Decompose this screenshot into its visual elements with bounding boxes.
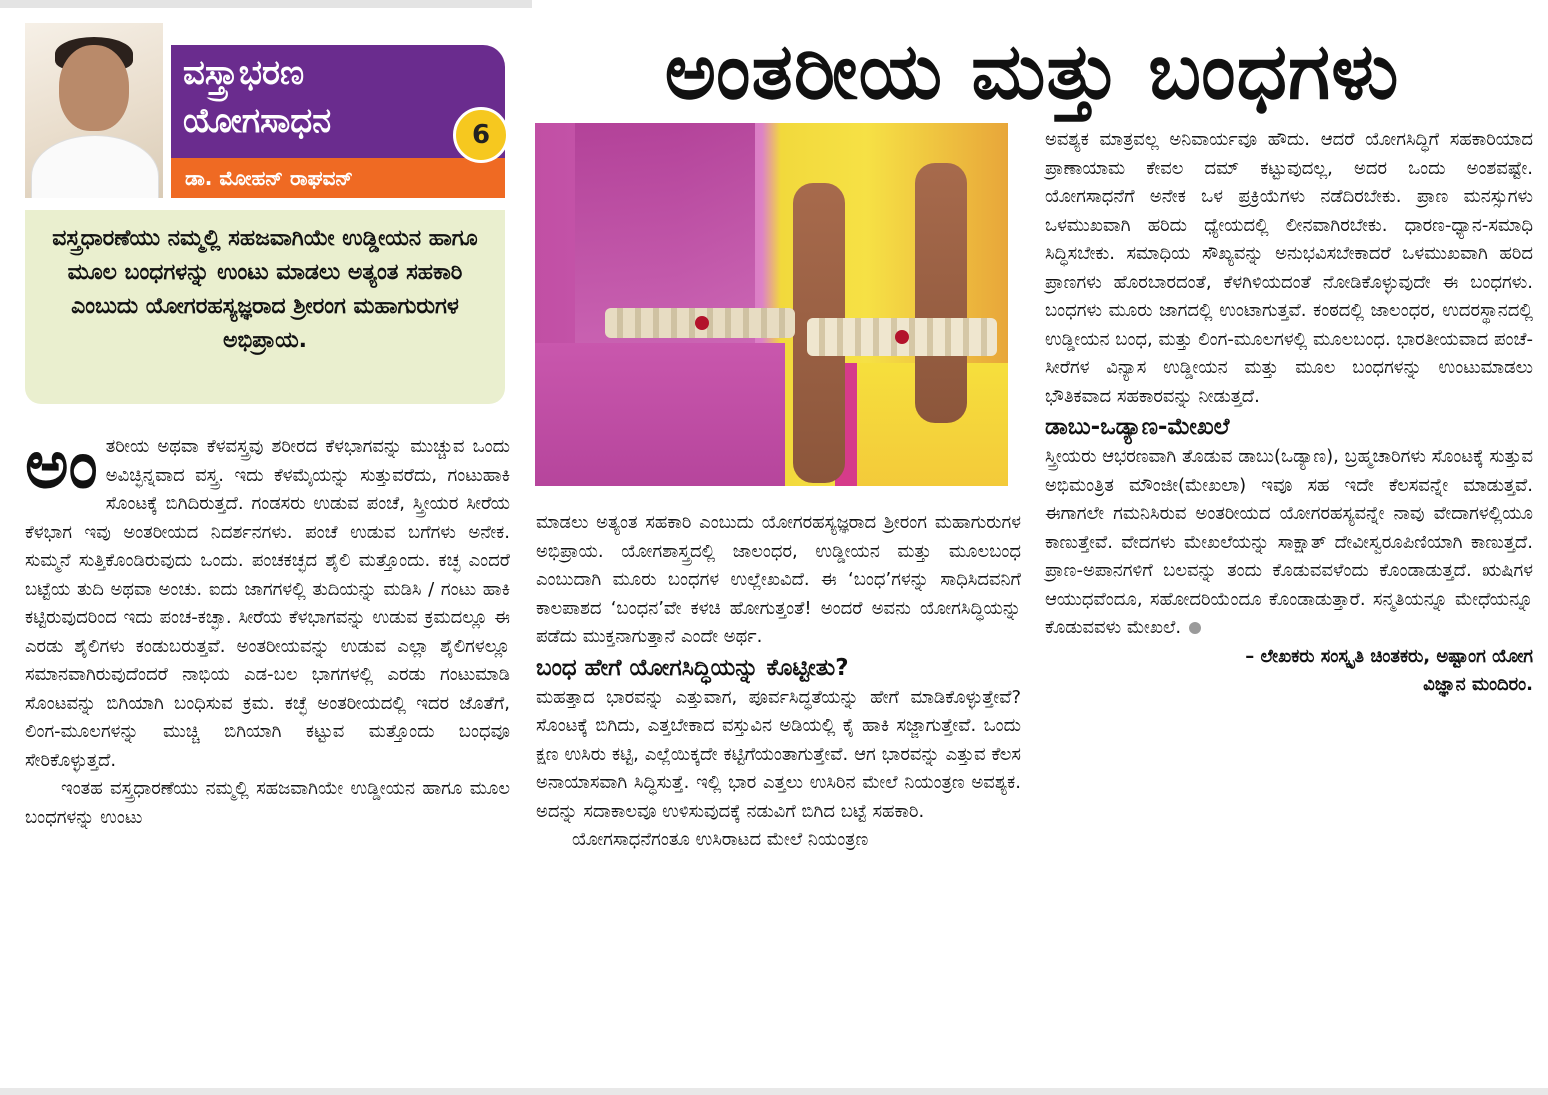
series-number-badge: 6 <box>453 107 509 163</box>
article-paragraph <box>1045 443 1533 643</box>
author-byline-line1: – ಲೇಖಕರು ಸಂಸ್ಕೃತಿ ಚಿಂತಕರು, ಅಷ್ಟಾಂಗ ಯೋಗ <box>1245 645 1533 667</box>
paragraph-text: ತರೀಯ ಅಥವಾ ಕೆಳವಸ್ತ್ರವು ಶರೀರದ ಕೆಳಭಾಗವನ್ನು ಮುಚ್ಚುವ ಒಂದು ಅವಿಚ್ಛಿನ್ನವಾದ ವಸ್ತ್ರ. ಇದು ಕೆಳಮೈಯನ್ನು ಸುತ್ತುವರೆದು, ಗಂಟುಹಾಕಿ ಸೊಂಟಕ್ಕೆ ಬಿಗಿದಿರುತ್ತದೆ. ಗಂಡಸರು ಉಡುವ ಪಂಚೆ, ಸ್ತ್ರೀಯರ ಸೀರೆಯ ಕೆಳಭಾಗ ಇವು ಅಂತರೀಯದ ನಿದರ್ಶನಗಳು. ಪಂಚೆ ಉಡುವ ಬಗೆಗಳು ಅನೇಕ. ಸುಮ್ಮನೆ ಸುತ್ತಿಕೊಂಡಿರುವುದು ಒಂದು. ಪಂಚಕಚ್ಛದ ಶೈಲಿ ಮತ್ತೊಂದು. ಕಚ್ಛ ಎಂದರೆ ಬಟ್ಟೆಯ ತುದಿ ಅಥವಾ ಅಂಚು. ಐದು ಜಾಗಗಳಲ್ಲಿ ತುದಿಯನ್ನು ಮಡಿಸಿ / ಗಂಟು ಹಾಕಿ ಕಟ್ಟಿರುವುದರಿಂದ ಇದು ಪಂಚ-ಕಚ್ಛಾ. ಸೀರೆಯ ಕೆಳಭಾಗವನ್ನು ಉಡುವ ಕ್ರಮದಲ್ಲೂ ಈ ಎರಡು ಶೈಲಿಗಳು ಕಂಡುಬರುತ್ತವೆ. ಅಂತರೀಯವನ್ನು ಉಡುವ ಎಲ್ಲಾ ಶೈಲಿಗಳಲ್ಲೂ ಸಮಾನವಾಗಿರುವುದೆಂದರೆ ನಾಭಿಯ ಎಡ-ಬಲ ಭಾಗಗಳಲ್ಲಿ ಎರಡು ಗಂಟುಮಾಡಿ ಸೊಂಟವನ್ನು ಬಿಗಿಯಾಗಿ ಬಂಧಿಸುವ ಕ್ರಮ. ಕಚ್ಛೆ ಅಂತರೀಯದಲ್ಲಿ ಇದರ ಜೊತೆಗೆ, ಲಿಂಗ-ಮೂಲಗಳನ್ನು ಮುಚ್ಚಿ ಬಿಗಿಯಾಗಿ ಕಟ್ಟುವ ಮತ್ತೊಂದು ಬಂಧವೂ ಸೇರಿಕೊಳ್ಳುತ್ತದೆ. <box>25 436 510 771</box>
photo-skirt-left <box>535 343 785 486</box>
article-column-3 <box>1045 126 1533 700</box>
drop-cap: ಅಂ <box>25 426 98 503</box>
article-paragraph: ಮಹತ್ತಾದ ಭಾರವನ್ನು ಎತ್ತುವಾಗ, ಪೂರ್ವಸಿದ್ಧತೆಯನ್ನು ಹೇಗೆ ಮಾಡಿಕೊಳ್ಳುತ್ತೇವೆ? ಸೊಂಟಕ್ಕೆ ಬಿಗಿದು, ಎತ್ತಬೇಕಾದ ವಸ್ತುವಿನ ಅಡಿಯಲ್ಲಿ ಕೈ ಹಾಕಿ ಸಜ್ಜಾಗುತ್ತೇವೆ. ಒಂದು ಕ್ಷಣ ಉಸಿರು ಕಟ್ಟಿ, ಎಲ್ಲೆಯಿಕ್ಕದೇ ಕಟ್ಟಿಗೆಯಂತಾಗುತ್ತೇವೆ. ಆಗ ಭಾರವನ್ನು ಎತ್ತುವ ಕೆಲಸ ಅನಾಯಾಸವಾಗಿ ಸಿದ್ಧಿಸುತ್ತೆ. ಇಲ್ಲಿ ಭಾರ ಎತ್ತಲು ಉಸಿರಿನ ಮೇಲೆ ನಿಯಂತ್ರಣ ಅವಶ್ಯಕ. ಅದನ್ನು ಸದಾಕಾಲವೂ ಉಳಿಸುವುದಕ್ಕೆ ನಡುವಿಗೆ ಬಿಗಿದ ಬಟ್ಟೆ ಸಹಕಾರಿ. <box>536 686 1021 822</box>
article-paragraph <box>25 426 510 775</box>
article-column-2 <box>536 509 1021 855</box>
subheading: ಬಂಧ ಹೇಗೆ ಯೋಗಸಿದ್ಧಿಯನ್ನು ಕೊಟ್ಟೀತು? <box>536 654 849 681</box>
article-column-1 <box>25 426 510 832</box>
intro-text: ವಸ್ತ್ರಧಾರಣೆಯು ನಮ್ಮಲ್ಲಿ ಸಹಜವಾಗಿಯೇ ಉಡ್ಡೀಯನ ಹಾಗೂ ಮೂಲ ಬಂಧಗಳನ್ನು ಉಂಟು ಮಾಡಲು ಅತ್ಯಂತ ಸಹಕಾರಿ ಎಂಬುದು ಯೋಗರಹಸ್ಯಜ್ಞರಾದ ಶ್ರೀರಂಗ ಮಹಾಗುರುಗಳ ಅಭಿಪ್ರಾಯ. <box>52 226 478 353</box>
article-photo <box>535 123 1008 486</box>
author-name: ಡಾ. ಮೋಹನ್ ರಾಘವನ್ <box>185 166 354 190</box>
photo-arm-right <box>915 163 967 423</box>
photo-belt-gem <box>695 316 709 330</box>
end-mark-icon <box>1189 622 1201 634</box>
article-paragraph: ಮಾಡಲು ಅತ್ಯಂತ ಸಹಕಾರಿ ಎಂಬುದು ಯೋಗರಹಸ್ಯಜ್ಞರಾದ ಶ್ರೀರಂಗ ಮಹಾಗುರುಗಳ ಅಭಿಪ್ರಾಯ. ಯೋಗಶಾಸ್ತ್ರದಲ್ಲಿ ಜಾಲಂಧರ, ಉಡ್ಡೀಯನ ಮತ್ತು ಮೂಲಬಂಧ ಎಂಬುದಾಗಿ ಮೂರು ಬಂಧಗಳ ಉಲ್ಲೇಖವಿದೆ. ಈ ‘ಬಂಧ’ಗಳನ್ನು ಸಾಧಿಸಿದವನಿಗೆ ಕಾಲಪಾಶದ ‘ಬಂಧನ’ವೇ ಕಳಚಿ ಹೋಗುತ್ತಂತೆ! ಅಂದರೆ ಅವನು ಯೋಗಸಿದ್ಧಿಯನ್ನು ಪಡೆದು ಮುಕ್ತನಾಗುತ್ತಾನೆ ಎಂದೇ ಅರ್ಥ. <box>536 512 1021 647</box>
author-photo <box>25 23 163 198</box>
author-face <box>59 45 129 131</box>
article-paragraph: ಅವಶ್ಯಕ ಮಾತ್ರವಲ್ಲ ಅನಿವಾರ್ಯವೂ ಹೌದು. ಆದರೆ ಯೋಗಸಿದ್ಧಿಗೆ ಸಹಕಾರಿಯಾದ ಪ್ರಾಣಾಯಾಮ ಕೇವಲ ದಮ್ ಕಟ್ಟುವುದಲ್ಲ, ಅದರ ಒಂದು ಅಂಶವಷ್ಟೇ. ಯೋಗಸಾಧನೆಗೆ ಅನೇಕ ಒಳ ಪ್ರಕ್ರಿಯೆಗಳು ನಡೆದಿರಬೇಕು. ಪ್ರಾಣ ಮನಸ್ಸುಗಳು ಒಳಮುಖವಾಗಿ ಹರಿದು ಧ್ಯೇಯದಲ್ಲಿ ಲೀನವಾಗಿರಬೇಕು. ಧಾರಣ-ಧ್ಯಾನ-ಸಮಾಧಿ ಸಿದ್ಧಿಸಬೇಕು. ಸಮಾಧಿಯ ಸೌಖ್ಯವನ್ನು ಅನುಭವಿಸಬೇಕಾದರೆ ಒಳಮುಖವಾಗಿ ಹರಿದ ಪ್ರಾಣಗಳು ಹೊರಬಾರದಂತೆ, ಕೆಳಗಿಳಿಯದಂತೆ ನೋಡಿಕೊಳ್ಳುವುದೇ ಈ ಬಂಧಗಳು. ಬಂಧಗಳು ಮೂರು ಜಾಗದಲ್ಲಿ ಉಂಟಾಗುತ್ತವೆ. ಕಂಠದಲ್ಲಿ ಜಾಲಂಧರ, ಉದರಸ್ಥಾನದಲ್ಲಿ ಉಡ್ಡೀಯನ ಬಂಧ, ಮತ್ತು ಲಿಂಗ-ಮೂಲಗಳಲ್ಲಿ ಮೂಲಬಂಧ. ಭಾರತೀಯವಾದ ಪಂಚೆ-ಸೀರೆಗಳ ವಿನ್ಯಾಸ ಉಡ್ಡೀಯನ ಮತ್ತು ಮೂಲ ಬಂಧಗಳನ್ನು ಉಂಟುಮಾಡಲು ಭೌತಿಕವಾದ ಸಹಕಾರವನ್ನು ನೀಡುತ್ತದೆ. <box>1045 129 1533 407</box>
article-paragraph: ಇಂತಹ ವಸ್ತ್ರಧಾರಣೆಯು ನಮ್ಮಲ್ಲಿ ಸಹಜವಾಗಿಯೇ ಉಡ್ಡೀಯನ ಹಾಗೂ ಮೂಲ ಬಂಧಗಳನ್ನು ಉಂಟು <box>25 778 510 828</box>
series-title-line1: ವಸ್ತ್ರಾಭರಣ <box>183 53 305 93</box>
article-paragraph: ಯೋಗಸಾಧನೆಗಂತೂ ಉಸಿರಾಟದ ಮೇಲೆ ನಿಯಂತ್ರಣ <box>572 829 869 850</box>
paragraph-text: ಸ್ತ್ರೀಯರು ಆಭರಣವಾಗಿ ತೊಡುವ ಡಾಬು(ಒಡ್ಯಾಣ), ಬ್ರಹ್ಮಚಾರಿಗಳು ಸೊಂಟಕ್ಕೆ ಸುತ್ತುವ ಅಭಿಮಂತ್ರಿತ ಮೌಂಜೀ(ಮೇಖಲಾ) ಇವೂ ಸಹ ಇದೇ ಕೆಲಸವನ್ನೇ ಮಾಡುತ್ತವೆ. ಈಗಾಗಲೇ ಗಮನಿಸಿರುವ ಅಂತರೀಯದ ಯೋಗರಹಸ್ಯವನ್ನೇ ನಾವು ವೇದಾಗಳಲ್ಲಿಯೂ ಕಾಣುತ್ತೇವೆ. ವೇದಗಳು ಮೇಖಲೆಯನ್ನು ಸಾಕ್ಷಾತ್ ದೇವೀಸ್ವರೂಪಿಣಿಯಾಗಿ ಕಾಣುತ್ತದೆ. ಪ್ರಾಣ-ಅಪಾನಗಳಿಗೆ ಬಲವನ್ನು ತಂದು ಕೊಡುವವಳೆಂದು ಕೊಂಡಾಡುತ್ತದೆ. ಋಷಿಗಳ ಆಯುಧವೆಂದೂ, ಸಹೋದರಿಯೆಂದೂ ಕೊಂಡಾಡುತ್ತಾರೆ. ಸನ್ಮತಿಯನ್ನೂ ಮೇಧೆಯನ್ನೂ ಕೊಡುವವಳು ಮೇಖಲೆ. <box>1045 446 1533 638</box>
column-header <box>25 23 505 201</box>
author-byline-line2: ವಿಜ್ಞಾನ ಮಂದಿರಂ. <box>1423 674 1533 695</box>
series-title-line2: ಯೋಗಸಾಧನ <box>183 101 332 141</box>
subheading: ಡಾಬು-ಒಡ್ಯಾಣ-ಮೇಖಲೆ <box>1045 414 1230 440</box>
bottom-rule <box>0 1088 1548 1095</box>
intro-box <box>25 210 505 404</box>
top-rule <box>0 0 532 8</box>
author-banner <box>171 158 505 198</box>
headline: ಅಂತರೀಯ ಮತ್ತು ಬಂಧಗಳು <box>664 27 1400 117</box>
photo-belt-gem <box>895 330 909 344</box>
author-shirt <box>31 135 159 198</box>
